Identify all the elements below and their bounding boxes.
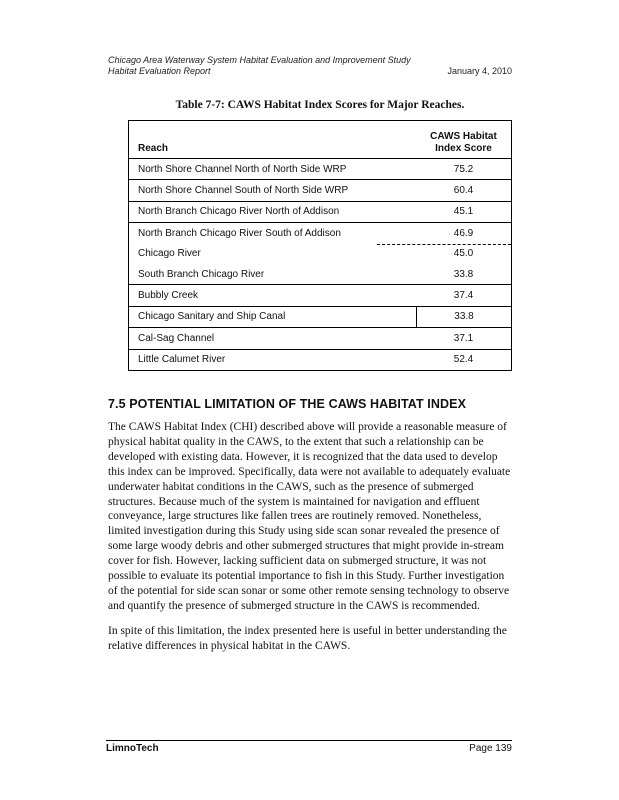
table-row: [129, 159, 511, 180]
page-header: [108, 55, 512, 77]
table-body: [129, 159, 511, 370]
score-cell: 75.2: [453, 163, 474, 175]
reach-cell: Little Calumet River: [138, 354, 226, 366]
reach-cell: Cal-Sag Channel: [138, 332, 215, 344]
footer-rule: [106, 740, 512, 741]
header-report-title: Habitat Evaluation Report: [108, 66, 211, 76]
reach-cell: North Branch Chicago River North of Addison: [138, 206, 340, 218]
column-header-score-line1: CAWS Habitat: [430, 131, 497, 142]
score-cell: 33.8: [416, 307, 511, 327]
footer-company: LimnoTech: [106, 743, 159, 754]
table-row: [129, 264, 511, 285]
reach-cell: North Shore Channel North of North Side WRP: [138, 163, 347, 175]
reach-cell: Chicago River: [138, 248, 201, 260]
body-paragraph-1: The CAWS Habitat Index (CHI) described above will provide a reasonable measure of physical habitat quality in the CAWS, to the extent that such a relationship can be developed with existing data. However, it is recognized that the data used to develop this index can be improved. Specifically, data were not available to adequately evaluate underwater habitat conditions in the CAWS, such as the presence of submerged structures. Because much of the system is maintained for navigation and effluent conveyance, large structures like fallen trees are routinely removed. Nonetheless, limited investigation during this Study using side scan sonar revealed the presence of some large woody debris and other submerged structures that might provide in-stream cover for fish. However, lacking sufficient data on submerged structure, it was not possible to evaluate its potential importance to fish in this Study. Further investigation of the potential for side scan sonar or some other remote sensing technology to observe and quantify the presence of submerged structure in the CAWS is recommended.: [108, 421, 511, 612]
reach-cell: Bubbly Creek: [138, 290, 199, 302]
table-row: [129, 244, 511, 264]
header-date: January 4, 2010: [447, 66, 512, 76]
score-cell: 45.1: [453, 206, 474, 218]
score-cell: 45.0: [453, 248, 474, 260]
table-row: [129, 223, 511, 243]
reach-cell: North Shore Channel South of North Side WRP: [138, 185, 349, 197]
reach-cell: North Branch Chicago River South of Addison: [138, 227, 341, 239]
reach-cell: Chicago Sanitary and Ship Canal: [138, 311, 286, 323]
habitat-scores-table: [128, 120, 512, 371]
body-paragraph-2: In spite of this limitation, the index presented here is useful in better understanding the relative differences in physical habitat in the CAWS.: [108, 625, 507, 652]
column-header-score: [416, 121, 511, 158]
header-study-title: Chicago Area Waterway System Habitat Evaluation and Improvement Study: [108, 55, 411, 65]
reach-cell: South Branch Chicago River: [138, 268, 265, 280]
table-row: [129, 285, 511, 306]
score-cell: 37.1: [453, 332, 474, 344]
table-row: [129, 180, 511, 201]
footer-page-number: Page 139: [469, 743, 512, 754]
section-heading: 7.5 POTENTIAL LIMITATION OF THE CAWS HABITAT INDEX: [108, 397, 467, 411]
score-cell: 52.4: [453, 354, 474, 366]
table-row: [129, 202, 511, 223]
table-caption: Table 7-7: CAWS Habitat Index Scores for Major Reaches.: [175, 99, 465, 111]
score-cell: 60.4: [453, 185, 474, 197]
score-cell: 46.9: [453, 227, 474, 239]
table-header-row: [129, 121, 511, 159]
table-row: [129, 307, 511, 328]
score-cell: 37.4: [453, 290, 474, 302]
column-header-score-line2: Index Score: [435, 142, 492, 154]
table-row: [129, 328, 511, 349]
header-second-line: [108, 66, 512, 77]
table-row: [129, 350, 511, 370]
column-header-reach: Reach: [138, 143, 169, 154]
page-footer: [106, 743, 512, 754]
score-cell: 33.8: [453, 268, 474, 280]
